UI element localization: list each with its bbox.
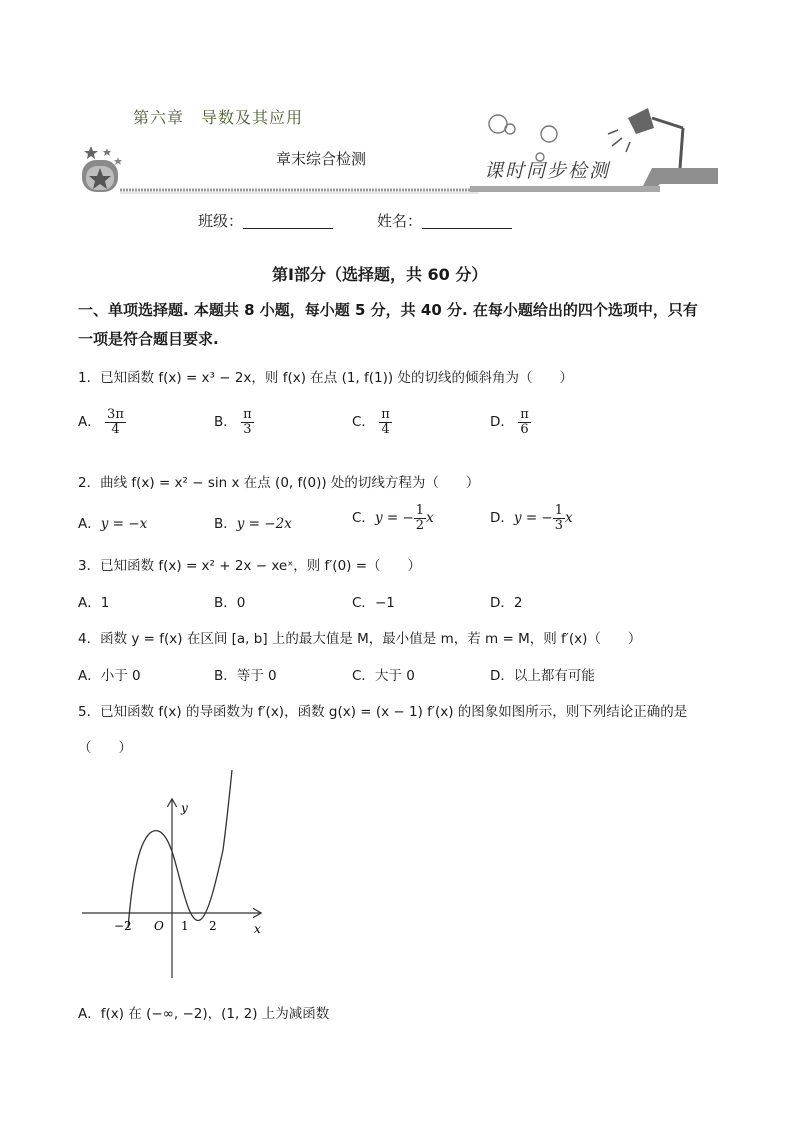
- question-4-option-a: A．小于 0: [78, 668, 141, 684]
- question-3-option-a: A．1: [78, 595, 110, 611]
- origin-label: O: [154, 919, 164, 933]
- question-4-option-d: D．以上都有可能: [490, 668, 595, 684]
- tick-1: 1: [181, 919, 189, 933]
- x-axis-label: x: [254, 922, 261, 936]
- question-4-option-c: C．大于 0: [352, 668, 415, 684]
- question-2-option-c: C．y = − $\frac{1}{2}$ x: [352, 503, 434, 533]
- question-3-option-b: B．0: [214, 595, 246, 611]
- brand-label: 课时同步检测: [484, 160, 611, 182]
- section-instructions-line1: 一、单项选择题. 本题共 8 小题，每小题 5 分，共 40 分. 在每小题给出的四个选项中，只有: [78, 301, 698, 319]
- question-2-option-a: A．y = −x: [78, 516, 148, 532]
- tick-neg2: −2: [114, 919, 132, 933]
- question-1-option-c: C． $\frac{\pi}{4}$: [352, 407, 390, 437]
- question-4-option-b: B．等于 0: [214, 668, 277, 684]
- question-3-option-d: D．2: [490, 595, 523, 611]
- chapter-title: 第六章 导数及其应用: [133, 108, 304, 127]
- question-2-option-d: D．y = − $\frac{1}{3}$ x: [490, 503, 573, 533]
- question-1-option-a: A． $\frac{3\pi}{4}$: [78, 407, 124, 437]
- question-1-option-d: D． $\frac{\pi}{6}$: [490, 407, 529, 437]
- tick-2: 2: [209, 919, 217, 933]
- question-5-option-a: A．f(x) 在 (−∞, −2)，(1, 2) 上为减函数: [78, 1006, 330, 1022]
- bubbles-icon: [489, 115, 557, 161]
- y-axis-label: y: [181, 801, 188, 815]
- name-label: 姓名：: [377, 212, 423, 230]
- class-label: 班级：: [198, 212, 244, 230]
- desk-lamp-icon: [608, 108, 683, 168]
- star-badge-icon: [82, 146, 122, 192]
- question-2-option-b: B．y = −2x: [214, 516, 292, 532]
- header-decoration: [0, 0, 794, 200]
- question-4-stem: 4．函数 y = f(x) 在区间 [a, b] 上的最大值是 M，最小值是 m，若 m = M，则 f′(x)（ ）: [78, 631, 642, 647]
- class-blank: [243, 212, 333, 229]
- question-1-option-b: B． $\frac{\pi}{3}$: [214, 407, 252, 437]
- question-5-stem: 5．已知函数 f(x) 的导函数为 f′(x)，函数 g(x) = (x − 1) f′(x) 的图象如图所示，则下列结论正确的是: [78, 704, 688, 720]
- test-subtitle: 章末综合检测: [276, 150, 367, 168]
- question-2-stem: 2．曲线 f(x) = x² − sin x 在点 (0, f(0)) 处的切线方程为（ ）: [78, 475, 480, 491]
- part-title: 第Ⅰ部分（选择题，共 60 分）: [272, 265, 488, 284]
- student-info: [198, 210, 512, 231]
- section-instructions-line2: 一项是符合题目要求.: [78, 330, 219, 348]
- g-curve: [128, 770, 232, 928]
- function-graph: [80, 760, 280, 985]
- question-1-stem: 1．已知函数 f(x) = x³ − 2x，则 f(x) 在点 (1, f(1)) 处的切线的倾斜角为（ ）: [78, 370, 573, 386]
- name-blank: [422, 212, 512, 229]
- question-3-option-c: C．−1: [352, 595, 395, 611]
- question-5-stem-paren: （ ）: [78, 740, 132, 756]
- question-3-stem: 3．已知函数 f(x) = x² + 2x − xeˣ，则 f′(0) =（ ）: [78, 558, 422, 574]
